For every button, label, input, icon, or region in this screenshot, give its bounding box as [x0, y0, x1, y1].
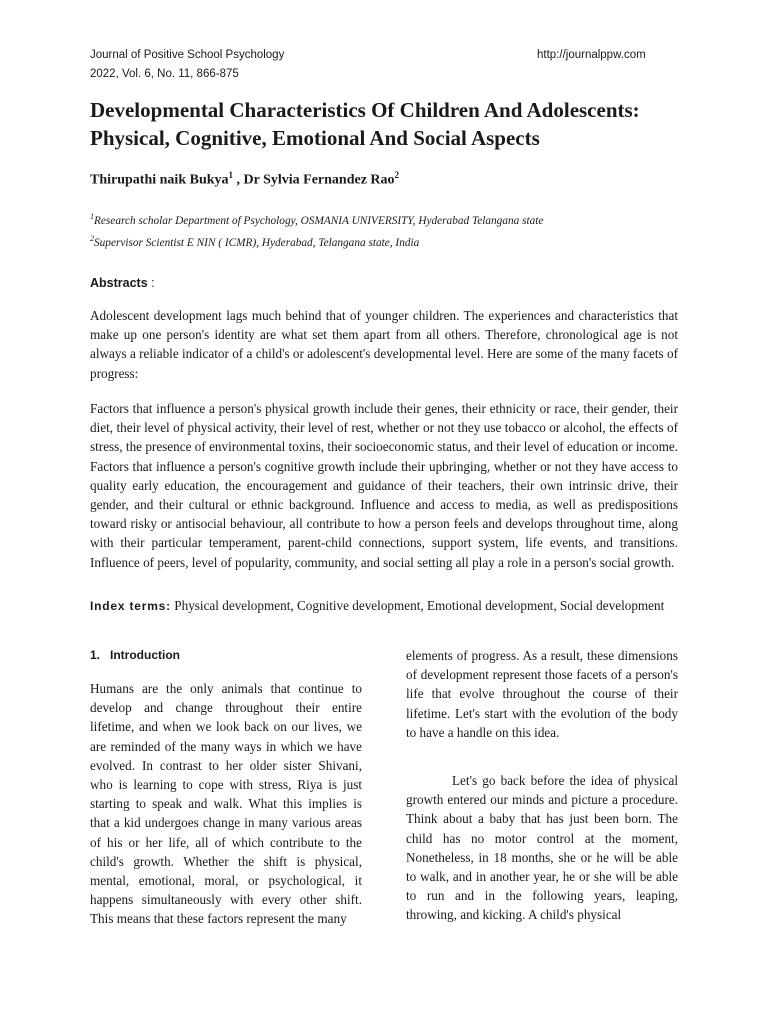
index-terms-text: Physical development, Cognitive development, Emotional development, Social development [170, 598, 665, 613]
author-2: Dr Sylvia Fernandez Rao [243, 172, 395, 188]
introduction-left-column: Humans are the only animals that continue to develop and change throughout their entire lifetime, and when we look back on our lives, we are reminded of the many ways in which we have evolved. In contrast to her older sister Shivani, who is learning to cope with stress, Riya is just starting to speak and walk. What this implies is that a kid undergoes change in many various areas of his or her life, all of which contribute to the child's growth. Whether the shift is physical, mental, emotional, moral, or psychological, it happens simultaneously with every other shift. This means that these factors represent the many [90, 681, 362, 927]
affiliation-1-text: Research scholar Department of Psychology, OSMANIA UNIVERSITY, Hyderabad Telangana state [94, 214, 544, 227]
author-separator: , [233, 172, 244, 188]
journal-name: Journal of Positive School Psychology [90, 49, 285, 61]
author-1-sup: 1 [228, 170, 234, 180]
author-2-sup: 2 [394, 170, 400, 180]
abstract-heading-text: Abstracts [90, 276, 148, 290]
abstract-paragraph-2: Factors that influence a person's physical growth include their genes, their ethnicity or race, their gender, their diet, their level of physical activity, their level of rest, whether or not they use tobacco or alcohol, the effects of stress, the presence of environmental toxins, their socioeconomic status, and their level of education or income. Factors that influence a person's cognitive growth include their upbringing, whether or not they have access to quality early education, the encouragement and guidance of their teachers, their own intrinsic drive, their gender, and their cultural or ethnic background. Influence and access to media, as well as predispositions toward risky or antisocial behaviour, all contribute to how a person feels and develops throughout time, along with their particular temperament, parent-child connections, support system, life events, and transitions. Influence of peers, level of popularity, community, and social setting all play a role in a person's social growth. [90, 401, 678, 570]
author-1: Thirupathi naik Bukya [90, 172, 229, 188]
affiliation-1 [90, 208, 690, 230]
abstract-heading-suffix: : [147, 276, 155, 290]
affiliation-2-sup: 2 [90, 233, 94, 243]
journal-volume: 2022, Vol. 6, No. 11, 866-875 [90, 68, 239, 80]
affiliations [90, 208, 690, 252]
index-terms [90, 596, 678, 616]
author-line [90, 170, 399, 189]
introduction-right-column-1: elements of progress. As a result, these dimensions of development represent those facets of a person's life that evolve throughout the course of their lifetime. Let's start with the evolution of the body to have a handle on this idea. [406, 648, 678, 740]
introduction-right-column-2: Let's go back before the idea of physical growth entered our minds and picture a procedure. Think about a baby that has just been born. The child has no motor control at the moment, Nonetheless, in 18 months, she or he will be able to walk, and in another year, he or she will be able to run and in the following years, leaping, throwing, and kicking. A child's physical [406, 773, 678, 923]
journal-header [90, 46, 284, 84]
affiliation-1-sup: 1 [90, 212, 94, 221]
journal-url[interactable]: http://journalppw.com [537, 49, 646, 61]
abstract-paragraph-1: Adolescent development lags much behind that of younger children. The experiences and characteristics that make up one person's identity are what set them apart from all others. Therefore, chronological age is not always a reliable indicator of a child's or adolescent's developmental level. Here are some of the many facets of progress: [90, 308, 678, 381]
index-terms-label: Index terms: [90, 599, 171, 613]
affiliation-2 [90, 230, 690, 252]
affiliation-2-text: Supervisor Scientist E NIN ( ICMR), Hyderabad, Telangana state, India [94, 236, 420, 249]
introduction-heading: 1. Introduction [90, 648, 180, 662]
paper-title: Developmental Characteristics Of Children And Adolescents: Physical, Cognitive, Emotional And Social Aspects [90, 98, 640, 150]
abstract-heading [90, 276, 155, 290]
